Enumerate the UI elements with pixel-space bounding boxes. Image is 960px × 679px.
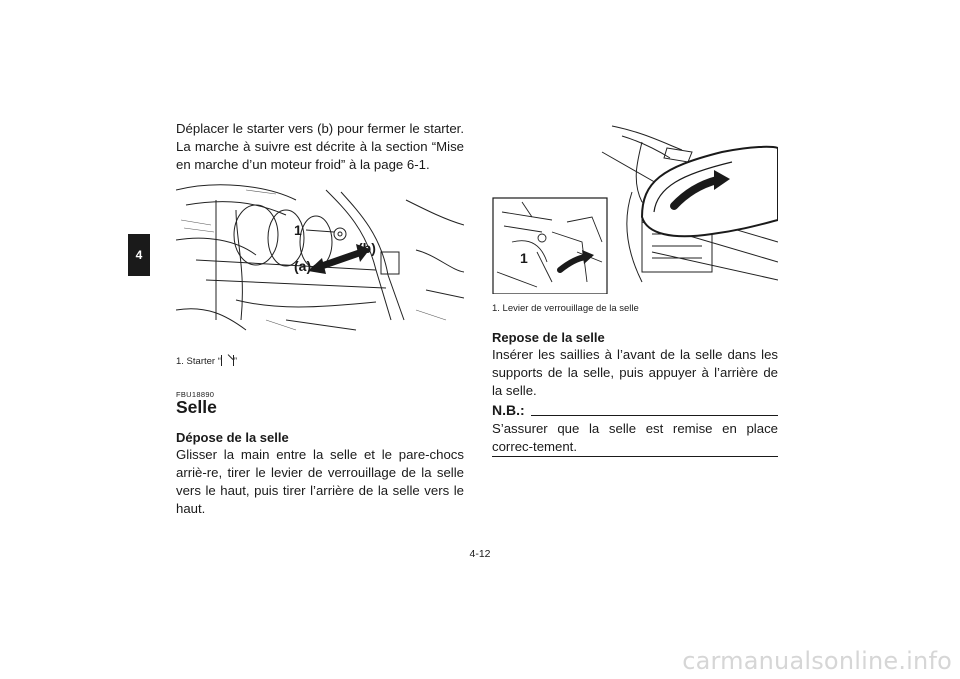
note-text: S’assurer que la selle est remise en place correc-tement. — [492, 421, 778, 454]
starter-caption: 1. Starter “ ” — [176, 356, 238, 367]
seat-illustration — [492, 122, 778, 294]
page-number: 4-12 — [469, 548, 491, 560]
note-end-rule — [492, 456, 778, 457]
note-label: N.B.: — [492, 402, 525, 418]
starter-icon — [221, 355, 234, 366]
seat-caption: 1. Levier de verrouillage de la selle — [492, 303, 639, 314]
section-code: FBU18890 — [176, 390, 215, 399]
watermark: carmanualsonline.info — [682, 647, 952, 675]
note-header — [492, 402, 778, 418]
figure-label-b: (b) — [358, 240, 376, 256]
removal-heading: Dépose de la selle — [176, 430, 289, 445]
seat-drawing — [492, 122, 778, 294]
figure-label-a: (a) — [294, 258, 312, 274]
section-title: Selle — [176, 397, 217, 417]
figure-label-1: 1 — [294, 222, 302, 238]
chapter-tab: 4 — [128, 234, 150, 276]
starter-illustration — [176, 180, 464, 340]
installation-paragraph: Insérer les saillies à l’avant de la selle dans les supports de la selle, puis appuyer à l’arrière de la selle. — [492, 347, 778, 398]
seat-figure-label-1: 1 — [520, 250, 528, 266]
removal-paragraph: Glisser la main entre la selle et le pare-chocs arriè-re, tirer le levier de verrouillage de la selle vers le haut, puis tirer l’arrière de la selle vers le haut. — [176, 447, 464, 516]
starter-drawing — [176, 180, 464, 340]
installation-heading: Repose de la selle — [492, 330, 605, 345]
note-rule — [531, 415, 778, 416]
intro-paragraph: Déplacer le starter vers (b) pour fermer le starter. La marche à suivre est décrite à la section “Mise en marche d’un moteur froid” à la page 6-1. — [176, 121, 464, 172]
